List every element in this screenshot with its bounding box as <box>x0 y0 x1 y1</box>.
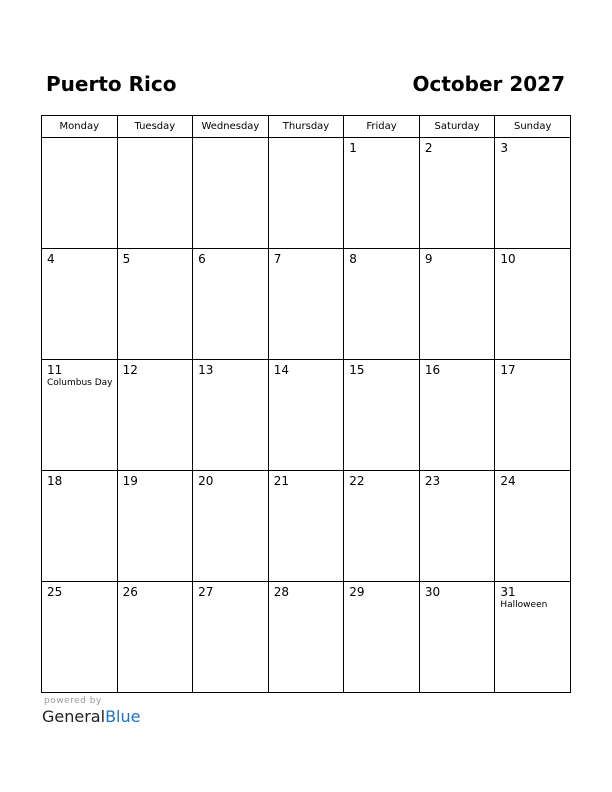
day-cell <box>117 138 193 249</box>
day-cell <box>419 138 495 249</box>
week-row <box>42 249 571 360</box>
day-cell <box>193 360 269 471</box>
weekday-header: Tuesday <box>117 116 193 138</box>
day-number: 17 <box>500 363 516 377</box>
day-number: 12 <box>122 363 138 377</box>
day-number: 8 <box>349 252 357 266</box>
day-cell <box>419 360 495 471</box>
week-row <box>42 582 571 693</box>
day-cell <box>193 138 269 249</box>
day-cell <box>419 249 495 360</box>
powered-by-text: powered by <box>44 696 102 706</box>
day-number: 16 <box>424 363 441 377</box>
day-cell <box>193 582 269 693</box>
day-number: 5 <box>122 252 131 266</box>
day-cell <box>268 138 344 249</box>
day-cell <box>42 471 118 582</box>
day-number: 13 <box>198 363 214 377</box>
day-number: 9 <box>424 252 433 266</box>
brand-blue-text: Blue <box>105 707 141 726</box>
holiday-label: Columbus Day <box>47 378 113 388</box>
day-number: 3 <box>500 141 509 155</box>
month-year-title: October 2027 <box>412 72 565 96</box>
day-number: 24 <box>500 474 516 488</box>
day-number: 26 <box>122 585 138 599</box>
weekday-header: Thursday <box>268 116 344 138</box>
day-number: 7 <box>273 252 282 266</box>
day-number: 21 <box>273 474 289 488</box>
day-cell <box>344 360 420 471</box>
day-cell <box>268 360 344 471</box>
day-cell <box>117 471 193 582</box>
day-number: 23 <box>424 474 441 488</box>
day-number: 11 <box>47 363 63 377</box>
day-number: 1 <box>349 141 357 155</box>
day-cell <box>268 249 344 360</box>
day-number: 29 <box>349 585 365 599</box>
brand-general-text: General <box>42 707 106 726</box>
week-row <box>42 360 571 471</box>
day-cell <box>495 249 571 360</box>
day-cell <box>117 360 193 471</box>
footer-branding <box>42 696 140 727</box>
day-cell <box>495 138 571 249</box>
day-cell <box>268 582 344 693</box>
day-number: 6 <box>198 252 206 266</box>
day-cell <box>42 138 118 249</box>
region-title: Puerto Rico <box>46 72 177 96</box>
holiday-label: Halloween <box>500 600 548 610</box>
day-cell <box>495 360 571 471</box>
day-cell <box>268 471 344 582</box>
day-cell <box>344 138 420 249</box>
day-number: 4 <box>47 252 55 266</box>
weekday-header-row <box>42 116 571 138</box>
brand-logo <box>42 707 140 727</box>
day-number: 20 <box>198 474 214 488</box>
weekday-header: Monday <box>42 116 118 138</box>
day-number: 15 <box>349 363 365 377</box>
day-cell <box>117 582 193 693</box>
day-number: 31 <box>500 585 516 599</box>
day-cell <box>495 471 571 582</box>
day-cell <box>42 360 118 471</box>
weekday-header: Saturday <box>419 116 495 138</box>
day-number: 25 <box>47 585 63 599</box>
weekday-header: Friday <box>344 116 420 138</box>
day-number: 2 <box>424 141 433 155</box>
day-cell <box>42 582 118 693</box>
day-cell <box>419 582 495 693</box>
day-number: 18 <box>47 474 63 488</box>
calendar-grid <box>41 115 571 693</box>
day-cell <box>117 249 193 360</box>
weekday-header: Wednesday <box>193 116 269 138</box>
day-number: 22 <box>349 474 365 488</box>
day-cell <box>495 582 571 693</box>
week-row <box>42 471 571 582</box>
day-cell <box>344 582 420 693</box>
day-number: 28 <box>273 585 289 599</box>
day-number: 10 <box>500 252 516 266</box>
week-row <box>42 138 571 249</box>
weekday-header: Sunday <box>495 116 571 138</box>
day-cell <box>193 249 269 360</box>
day-cell <box>344 249 420 360</box>
day-number: 27 <box>198 585 214 599</box>
day-number: 14 <box>273 363 289 377</box>
day-cell <box>42 249 118 360</box>
day-number: 19 <box>122 474 138 488</box>
day-cell <box>344 471 420 582</box>
day-cell <box>193 471 269 582</box>
day-number: 30 <box>424 585 441 599</box>
day-cell <box>419 471 495 582</box>
